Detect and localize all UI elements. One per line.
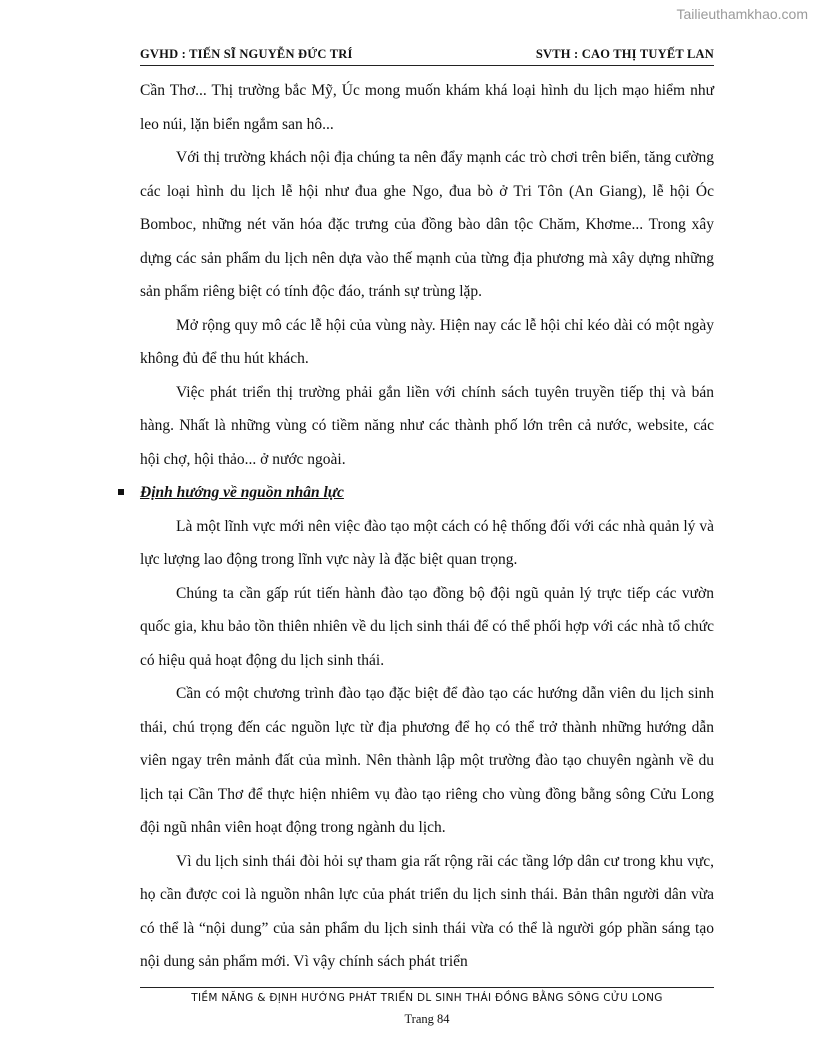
footer-divider bbox=[140, 987, 714, 988]
page-header bbox=[140, 45, 714, 66]
paragraph: Việc phát triển thị trường phải gắn liền với chính sách tuyên truyền tiếp thị và bán hàng. Nhất là những vùng có tiềm năng như các thành phố lớn trên cả nước, website, các hội chợ, hội thảo... ở nước ngoài. bbox=[140, 383, 714, 468]
paragraph: Vì du lịch sinh thái đòi hỏi sự tham gia rất rộng rãi các tầng lớp dân cư trong khu vực, họ cần được coi là nguồn nhân lực của phát triển du lịch sinh thái. Bản thân người dân vừa có thể là “nội dung” của sản phẩm du lịch sinh thái vừa có thể là người góp phần sáng tạo nội dung sản phẩm mới. Vì vậy chính sách phát triển bbox=[140, 852, 714, 970]
page-body bbox=[140, 74, 714, 979]
section-heading bbox=[140, 476, 714, 510]
paragraph: Là một lĩnh vực mới nên việc đào tạo một cách có hệ thống đối với các nhà quản lý và lực lượng lao động trong lĩnh vực này là đặc biệt quan trọng. bbox=[140, 517, 714, 568]
paragraph: Với thị trường khách nội địa chúng ta nên đẩy mạnh các trò chơi trên biển, tăng cường các loại hình du lịch lễ hội như đua ghe Ngo, đua bò ở Tri Tôn (An Giang), lễ hội Óc Bomboc, những nét văn hóa đặc trưng của đồng bào dân tộc Chăm, Khơme... Trong xây dựng các sản phẩm du lịch nên dựa vào thế mạnh của từng địa phương mà xây dựng những sản phẩm riêng biệt có tính độc đáo, tránh sự trùng lặp. bbox=[140, 149, 714, 300]
paragraph: Chúng ta cần gấp rút tiến hành đào tạo đồng bộ đội ngũ quản lý trực tiếp các vườn quốc gia, khu bảo tồn thiên nhiên về du lịch sinh thái để có thể phối hợp với các nhà tổ chức có hiệu quả hoạt động du lịch sinh thái. bbox=[140, 584, 714, 669]
page-footer: TIỀM NĂNG & ĐỊNH HƯỚNG PHÁT TRIỂN DL SINH THÁI ĐỒNG BẰNG SÔNG CỬU LONG bbox=[191, 992, 663, 1004]
header-student: SVTH : CAO THỊ TUYẾT LAN bbox=[535, 47, 714, 61]
page-number: Trang 84 bbox=[404, 1012, 450, 1026]
paragraph: Cần có một chương trình đào tạo đặc biệt để đào tạo các hướng dẫn viên du lịch sinh thái, chú trọng đến các nguồn lực từ địa phương để họ có thể trở thành những hướng dẫn viên ngay trên mảnh đất của mình. Nên thành lập một trường đào tạo chuyên ngành về du lịch tại Cần Thơ để thực hiện nhiêm vụ đào tạo riêng cho vùng đồng bằng sông Cửu Long đội ngũ nhân viên hoạt động trong ngành du lịch. bbox=[140, 685, 714, 836]
watermark: Tailieuthamkhao.com bbox=[676, 6, 808, 22]
header-advisor: GVHD : TIẾN SĨ NGUYỄN ĐỨC TRÍ bbox=[140, 47, 353, 61]
section-title: Định hướng về nguồn nhân lực bbox=[140, 484, 344, 501]
paragraph: Mở rộng quy mô các lễ hội của vùng này. Hiện nay các lễ hội chỉ kéo dài có một ngày không đủ để thu hút khách. bbox=[140, 316, 714, 367]
paragraph: Cần Thơ... Thị trường bắc Mỹ, Úc mong muốn khám khá loại hình du lịch mạo hiểm như leo núi, lặn biển ngắm san hô... bbox=[140, 82, 714, 133]
square-bullet-icon bbox=[118, 489, 124, 495]
